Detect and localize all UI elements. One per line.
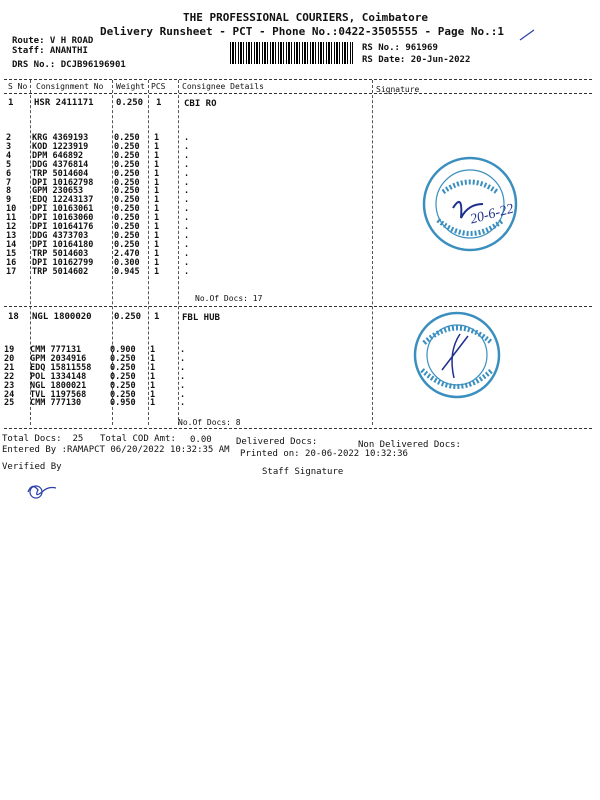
table-cell-pcs: 1 (150, 398, 156, 409)
bank-stamp-icon (402, 308, 512, 403)
table-cell-weight: 0.900 (110, 345, 136, 355)
table-cell-weight: 0.250 (114, 133, 140, 143)
doc-count: No.Of Docs: 8 (178, 418, 241, 427)
table-cell-consignment: DPI 10163060 (32, 213, 94, 224)
table-cell-consignment: POL 1334148 (30, 371, 87, 382)
table-cell-pcs: 1 (154, 141, 160, 152)
consignee-dot: . (184, 195, 190, 206)
table-cell-sno: 15 (6, 248, 17, 259)
table-cell-sno: 9 (6, 195, 12, 206)
table-cell-consignment: TVL 1197568 (30, 389, 87, 400)
table-cell-pcs: 1 (154, 168, 160, 179)
consignee-dot: . (184, 248, 190, 259)
consignee-dot: . (180, 389, 186, 400)
table-cell-consignment: DPI 10164180 (32, 239, 94, 250)
handwritten-date: 20-6-22 (468, 201, 516, 228)
row-sno: 1 (8, 98, 14, 108)
table-cell-sno: 22 (4, 371, 15, 382)
consignee-dot: . (180, 380, 186, 391)
consignee-dot: . (180, 345, 186, 355)
table-cell-weight: 0.300 (114, 257, 140, 268)
sno-column (6, 134, 16, 277)
col-consignment: Consignment No (36, 82, 104, 91)
col-consignee: Consignee Details (182, 82, 264, 91)
table-cell-consignment: DPI 10162799 (32, 257, 94, 268)
col-weight: Weight (116, 82, 145, 91)
table-cell-pcs: 1 (154, 204, 160, 215)
table-cell-pcs: 1 (150, 345, 156, 355)
non-delivered-docs: Non Delivered Docs: (358, 440, 461, 450)
verified-by: Verified By (2, 462, 62, 472)
table-cell-weight: 0.250 (114, 159, 140, 170)
table-cell-consignment: TRP 5014602 (32, 266, 89, 277)
row-pcs: 1 (154, 312, 160, 322)
table-cell-consignment: KRG 4369193 (32, 133, 89, 143)
table-cell-consignment: DPI 10163061 (32, 204, 94, 215)
col-signature: Signature (376, 85, 420, 94)
table-cell-sno: 12 (6, 222, 17, 233)
table-cell-pcs: 1 (154, 133, 160, 143)
tick-mark-icon (518, 28, 536, 42)
table-cell-weight: 0.250 (114, 177, 140, 188)
divider (4, 93, 592, 94)
entered-by: Entered By :RAMAPCT 06/20/2022 10:32:35 AM (2, 445, 230, 455)
table-cell-weight: 0.250 (114, 141, 140, 152)
consignee-dot: . (184, 213, 190, 224)
table-cell-consignment: TRP 5014604 (32, 168, 89, 179)
consignee-dot: . (180, 371, 186, 382)
consignee-dot: . (184, 186, 190, 197)
column-divider (178, 80, 179, 425)
table-cell-pcs: 1 (154, 186, 160, 197)
table-cell-pcs: 1 (154, 222, 160, 233)
table-cell-consignment: DDG 4376814 (32, 159, 89, 170)
table-cell-sno: 10 (6, 204, 17, 215)
table-cell-consignment: TRP 5014603 (32, 248, 89, 259)
table-cell-sno: 2 (6, 133, 12, 143)
table-cell-consignment: GPM 230653 (32, 186, 84, 197)
table-cell-weight: 0.250 (114, 204, 140, 215)
divider (4, 306, 592, 307)
rs-number: RS No.: 961969 (362, 43, 438, 53)
total-docs: Total Docs: 25 (2, 434, 84, 444)
table-cell-weight: 0.250 (114, 186, 140, 197)
staff-signature: Staff Signature (262, 467, 344, 477)
table-cell-sno: 17 (6, 266, 17, 277)
table-cell-sno: 21 (4, 362, 15, 373)
delivered-docs: Delivered Docs: (236, 437, 318, 447)
table-cell-weight: 0.250 (110, 353, 136, 364)
col-pcs: PCS (151, 82, 166, 91)
consignment-column (32, 134, 93, 277)
table-cell-weight: 0.950 (110, 398, 136, 409)
table-cell-pcs: 1 (154, 239, 160, 250)
pcs-column (150, 346, 155, 408)
total-cod-value: 0.00 (190, 435, 212, 445)
table-cell-sno: 4 (6, 150, 12, 161)
table-cell-sno: 23 (4, 380, 15, 391)
table-cell-pcs: 1 (154, 248, 160, 259)
table-cell-consignment: NGL 1800021 (30, 380, 87, 391)
table-cell-consignment: CMM 777131 (30, 345, 82, 355)
table-cell-pcs: 1 (154, 159, 160, 170)
consignee-dots (180, 346, 185, 408)
table-cell-sno: 24 (4, 389, 15, 400)
consignee-dot: . (184, 141, 190, 152)
table-cell-sno: 14 (6, 239, 17, 250)
table-cell-pcs: 1 (150, 362, 156, 373)
table-cell-pcs: 1 (154, 230, 160, 241)
route: Route: V H ROAD (12, 36, 94, 46)
rs-date: RS Date: 20-Jun-2022 (362, 55, 471, 65)
doc-count: No.Of Docs: 17 (195, 294, 263, 303)
row-consignee: FBL HUB (182, 313, 220, 323)
staff: Staff: ANANTHI (12, 46, 88, 56)
consignee-dot: . (184, 133, 190, 143)
table-cell-sno: 7 (6, 177, 12, 188)
table-cell-sno: 13 (6, 230, 17, 241)
table-cell-consignment: DDG 4373703 (32, 230, 89, 241)
table-cell-pcs: 1 (150, 371, 156, 382)
col-sno: S No (8, 82, 28, 91)
row-sno: 18 (8, 312, 19, 322)
runsheet-title: Delivery Runsheet - PCT - Phone No.:0422-3505555 - Page No.:1 (100, 25, 504, 38)
table-cell-sno: 5 (6, 159, 12, 170)
row-consignment: NGL 1800020 (32, 312, 92, 322)
consignee-dot: . (184, 266, 190, 277)
consignee-dot: . (180, 353, 186, 364)
table-cell-pcs: 1 (154, 213, 160, 224)
table-cell-sno: 8 (6, 186, 12, 197)
table-cell-weight: 0.250 (110, 371, 136, 382)
weight-column (114, 134, 140, 277)
table-cell-consignment: GPM 2034916 (30, 353, 87, 364)
barcode (230, 42, 353, 64)
row-weight: 0.250 (114, 312, 142, 322)
table-cell-weight: 0.250 (114, 150, 140, 161)
signature-icon (22, 478, 62, 502)
table-cell-weight: 0.250 (110, 389, 136, 400)
weight-column (110, 346, 136, 408)
row-weight: 0.250 (116, 98, 144, 108)
company-name: THE PROFESSIONAL COURIERS, Coimbatore (183, 11, 429, 24)
table-cell-sno: 20 (4, 353, 15, 364)
table-cell-weight: 0.945 (114, 266, 140, 277)
table-cell-weight: 0.250 (114, 222, 140, 233)
pcs-column (154, 134, 159, 277)
row-consignment: HSR 2411171 (34, 98, 94, 108)
consignee-dot: . (184, 257, 190, 268)
consignee-dot: . (184, 204, 190, 215)
consignee-dot: . (180, 398, 186, 409)
consignee-dot: . (184, 150, 190, 161)
table-cell-weight: 0.250 (114, 213, 140, 224)
table-cell-pcs: 1 (154, 177, 160, 188)
table-cell-weight: 0.250 (110, 380, 136, 391)
table-cell-consignment: DPM 646892 (32, 150, 84, 161)
total-cod-label: Total COD Amt: (100, 434, 176, 444)
table-cell-consignment: EDQ 15811558 (30, 362, 92, 373)
table-cell-consignment: CMM 777130 (30, 398, 82, 409)
table-cell-sno: 16 (6, 257, 17, 268)
table-cell-consignment: DPI 10162798 (32, 177, 94, 188)
consignee-dot: . (184, 222, 190, 233)
table-cell-pcs: 1 (150, 389, 156, 400)
consignment-column (30, 346, 91, 408)
table-cell-sno: 11 (6, 213, 17, 224)
sno-column (4, 346, 14, 408)
table-cell-pcs: 1 (154, 150, 160, 161)
column-divider (148, 80, 149, 425)
printed-on: Printed on: 20-06-2022 10:32:36 (240, 449, 408, 459)
table-cell-pcs: 1 (150, 380, 156, 391)
table-cell-weight: 0.250 (114, 168, 140, 179)
consignee-dot: . (180, 362, 186, 373)
consignee-dot: . (184, 239, 190, 250)
table-cell-consignment: EDQ 12243137 (32, 195, 94, 206)
divider (4, 79, 592, 80)
table-cell-sno: 19 (4, 345, 15, 355)
drs-number: DRS No.: DCJB96196901 (12, 60, 126, 70)
consignee-dot: . (184, 230, 190, 241)
table-cell-consignment: DPI 10164176 (32, 222, 94, 233)
table-cell-sno: 6 (6, 168, 12, 179)
table-cell-pcs: 1 (150, 353, 156, 364)
table-cell-sno: 3 (6, 141, 12, 152)
row-consignee: CBI RO (184, 99, 217, 109)
consignee-dots (184, 134, 189, 277)
table-cell-weight: 0.250 (114, 195, 140, 206)
table-cell-pcs: 1 (154, 266, 160, 277)
table-cell-weight: 0.250 (114, 239, 140, 250)
consignee-dot: . (184, 159, 190, 170)
table-cell-consignment: KOD 1223919 (32, 141, 89, 152)
column-divider (372, 80, 373, 425)
table-cell-sno: 25 (4, 398, 15, 409)
table-cell-weight: 0.250 (110, 362, 136, 373)
consignee-dot: . (184, 177, 190, 188)
table-cell-pcs: 1 (154, 257, 160, 268)
table-cell-pcs: 1 (154, 195, 160, 206)
table-cell-weight: 0.250 (114, 230, 140, 241)
row-pcs: 1 (156, 98, 162, 108)
table-cell-weight: 2.470 (114, 248, 140, 259)
consignee-dot: . (184, 168, 190, 179)
divider (4, 428, 592, 429)
